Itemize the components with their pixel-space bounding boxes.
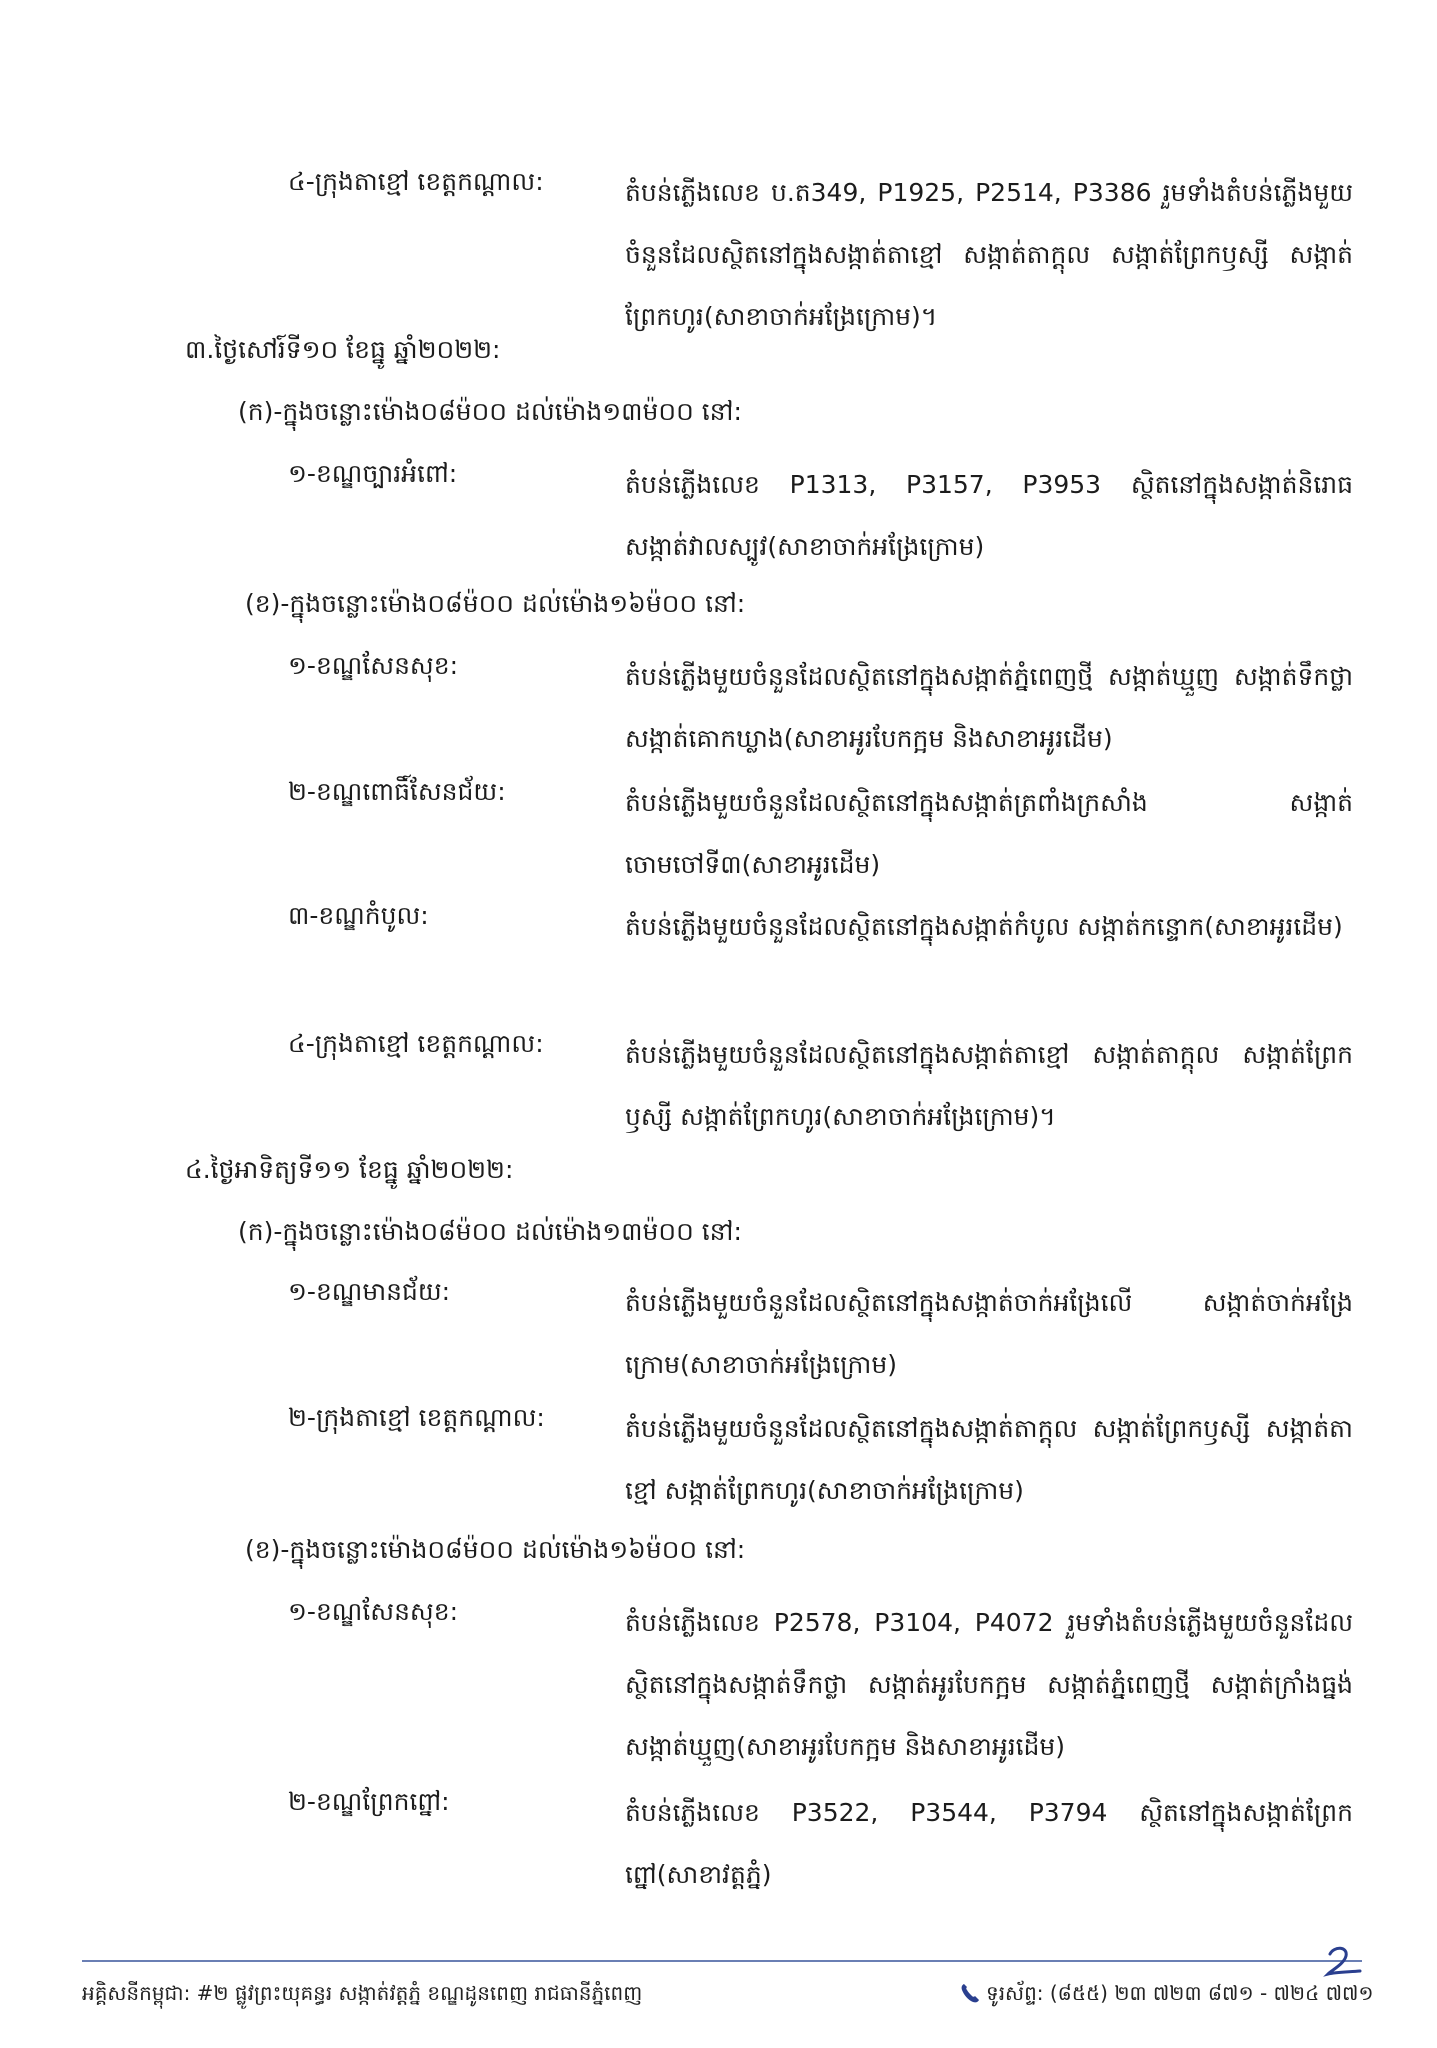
entry-description: តំបន់ភ្លើងមួយចំនួនដែលស្ថិតនៅក្នុងសង្កាត់ចាក់អង្រែលើ សង្កាត់ចាក់អង្រែក្រោម(សាខាចាក់អង្រែក្រោម) <box>625 1288 1353 1379</box>
entry-description: តំបន់ភ្លើងមួយចំនួនដែលស្ថិតនៅក្នុងសង្កាត់តាខ្មៅ សង្កាត់តាក្ដុល សង្កាត់ព្រែកឫស្សី សង្កាត់ព្រែកហូរ(សាខាចាក់អង្រែក្រោម)។ <box>625 1040 1353 1131</box>
period-heading: (ក)-ក្នុងចន្លោះម៉ោង០៨ម៉០០ ដល់ម៉ោង១៣ម៉០០ នៅ: <box>238 397 742 426</box>
entry-location: ២-ខណ្ឌពោធិ៍សែនជ័យ: <box>288 777 506 806</box>
entry-description: តំបន់ភ្លើងមួយចំនួនដែលស្ថិតនៅក្នុងសង្កាត់ភ្នំពេញថ្មី សង្កាត់ឃ្មួញ សង្កាត់ទឹកថ្លា សង្កាត់គោកឃ្លាង(សាខាអូរបែកក្អម និងសាខាអូរដើម) <box>625 662 1353 753</box>
entry-location: ៤-ក្រុងតាខ្មៅ ខេត្តកណ្ដាល: <box>288 167 544 196</box>
handwritten-page-mark <box>1318 1944 1366 1978</box>
entry-description: តំបន់ភ្លើងមួយចំនួនដែលស្ថិតនៅក្នុងសង្កាត់កំបូល សង្កាត់កន្ទោក(សាខាអូរដើម) <box>625 912 1343 941</box>
footer-divider <box>82 1960 1362 1962</box>
footer-phone <box>960 1978 1374 2008</box>
entry-location: ១-ខណ្ឌសែនសុខ: <box>288 1597 459 1626</box>
entry-description: តំបន់ភ្លើងលេខ P1313, P3157, P3953 ស្ថិតនៅក្នុងសង្កាត់និរោធ សង្កាត់វាលស្បូវ(សាខាចាក់អង្រែក្រោម) <box>625 470 1353 561</box>
phone-icon <box>960 1982 980 2004</box>
day-heading: ៤.ថ្ងៃអាទិត្យទី១១ ខែធ្នូ ឆ្នាំ២០២២: <box>185 1155 514 1184</box>
entry-location: ១-ខណ្ឌសែនសុខ: <box>288 651 459 680</box>
entry-location: ១-ខណ្ឌច្បារអំពៅ: <box>288 459 458 488</box>
entry-description: តំបន់ភ្លើងលេខ P2578, P3104, P4072 រួមទាំងតំបន់ភ្លើងមួយចំនួនដែលស្ថិតនៅក្នុងសង្កាត់ទឹកថ្លា សង្កាត់អូរបែកក្អម សង្កាត់ភ្នំពេញថ្មី សង្កាត់ក្រាំងធ្នង់ សង្កាត់ឃ្មួញ(សាខាអូរបែកក្អម និងសាខាអូរដើម) <box>625 1608 1353 1761</box>
period-heading: (ក)-ក្នុងចន្លោះម៉ោង០៨ម៉០០ ដល់ម៉ោង១៣ម៉០០ នៅ: <box>238 1217 742 1246</box>
entry-description: តំបន់ភ្លើងមួយចំនួនដែលស្ថិតនៅក្នុងសង្កាត់តាក្ដុល សង្កាត់ព្រែកឫស្សី សង្កាត់តាខ្មៅ សង្កាត់ព្រែកហូរ(សាខាចាក់អង្រែក្រោម) <box>625 1414 1353 1505</box>
period-heading: (ខ)-ក្នុងចន្លោះម៉ោង០៨ម៉០០ ដល់ម៉ោង១៦ម៉០០ នៅ: <box>245 589 746 618</box>
entry-location: ២-ខណ្ឌព្រែកព្នៅ: <box>288 1787 450 1816</box>
entry-location: ២-ក្រុងតាខ្មៅ ខេត្តកណ្ដាល: <box>288 1403 545 1432</box>
entry-location: ៤-ក្រុងតាខ្មៅ ខេត្តកណ្ដាល: <box>288 1029 544 1058</box>
entry-location: ១-ខណ្ឌមានជ័យ: <box>288 1277 451 1306</box>
entry-location: ៣-ខណ្ឌកំបូល: <box>288 901 429 930</box>
entry-description: តំបន់ភ្លើងលេខ ប.ត349, P1925, P2514, P3386 រួមទាំងតំបន់ភ្លើងមួយចំនួនដែលស្ថិតនៅក្នុងសង្កាត់តាខ្មៅ សង្កាត់តាក្ដុល សង្កាត់ព្រែកឫស្សី សង្កាត់ព្រែកហូរ(សាខាចាក់អង្រែក្រោម)។ <box>625 178 1353 331</box>
entry-description: តំបន់ភ្លើងមួយចំនួនដែលស្ថិតនៅក្នុងសង្កាត់ត្រពាំងក្រសាំង សង្កាត់ចោមចៅទី៣(សាខាអូរដើម) <box>625 788 1353 879</box>
entry-description: តំបន់ភ្លើងលេខ P3522, P3544, P3794 ស្ថិតនៅក្នុងសង្កាត់ព្រែកព្នៅ(សាខាវត្តភ្នំ) <box>625 1798 1353 1889</box>
period-heading: (ខ)-ក្នុងចន្លោះម៉ោង០៨ម៉០០ ដល់ម៉ោង១៦ម៉០០ នៅ: <box>245 1535 746 1564</box>
day-heading: ៣.ថ្ងៃសៅរ៍ទី១០ ខែធ្នូ ឆ្នាំ២០២២: <box>185 335 501 364</box>
footer-phone-text: ទូរស័ព្ទ: (៨៥៥) ២៣ ៧២៣ ៨៧១ - ៧២៤ ៧៧១ <box>986 1981 1374 2005</box>
footer-address: អគ្គិសនីកម្ពុជា: #២ ផ្លូវព្រះយុគន្ធរ សង្កាត់វត្តភ្នំ ខណ្ឌដូនពេញ រាជធានីភ្នំពេញ <box>82 1981 643 2005</box>
